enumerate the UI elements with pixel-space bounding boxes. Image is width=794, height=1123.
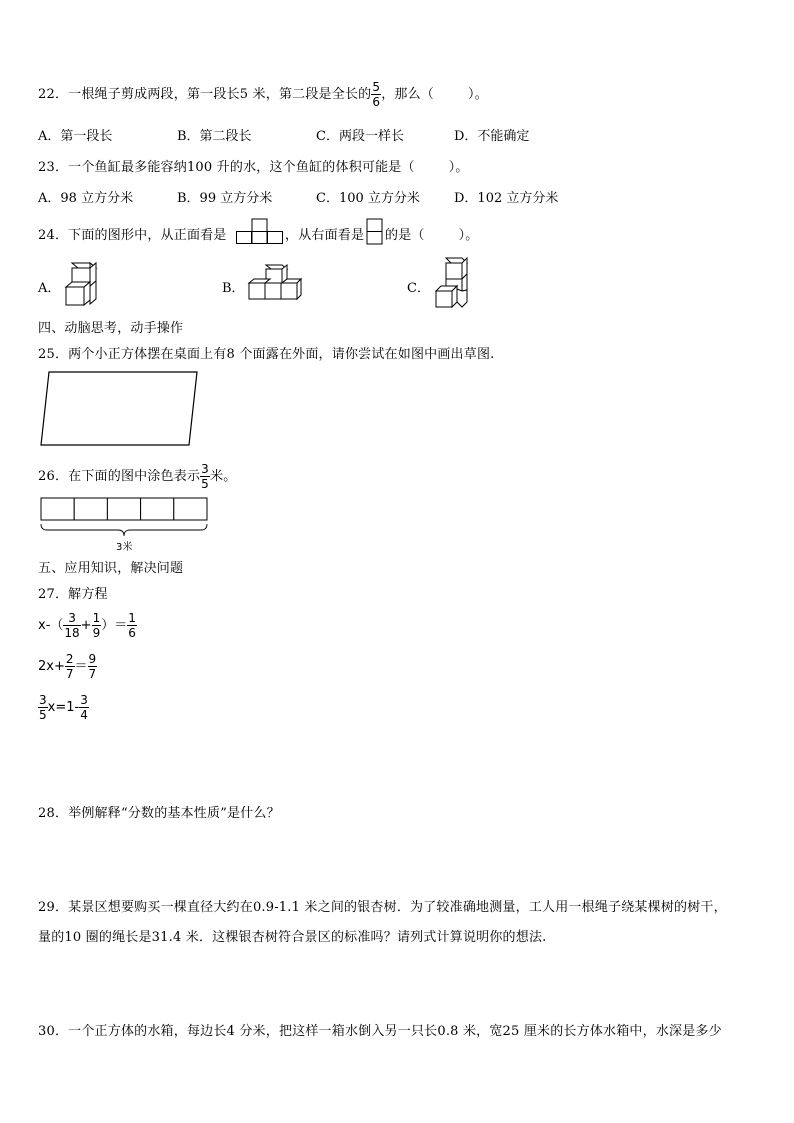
- eq1-f3-den: 6: [128, 626, 136, 640]
- right-view-icon: [366, 218, 384, 246]
- q24-option-b[interactable]: B．: [222, 281, 245, 296]
- q25-stem: 25．两个小正方体摆在桌面上有8 个面露在外面，请你尝试在如图中画出草图.: [38, 347, 495, 362]
- q23-option-b[interactable]: B．99 立方分米: [177, 191, 273, 206]
- q26-text-after: 米。: [210, 469, 237, 484]
- equation-3: [38, 693, 89, 722]
- eq1-part-b: ）＝: [101, 618, 128, 633]
- q22-option-d[interactable]: D．不能确定: [454, 129, 530, 144]
- q30-stem: 30．一个正方体的水箱，每边长4 分米，把这样一箱水倒入另一只长0.8 米，宽25 厘米的长方体水箱中，水深是多少: [38, 1024, 722, 1039]
- eq2-frac-1: [65, 652, 75, 681]
- q24-text-b: ，从右面看是: [285, 228, 365, 243]
- q24-text-a: 24．下面的图形中，从正面看是: [38, 228, 227, 243]
- eq2-part-a: 2x+: [38, 659, 65, 674]
- eq1-frac-2: [92, 611, 102, 640]
- eq2-f1-den: 7: [65, 667, 74, 681]
- eq1-f2-num: 1: [92, 611, 101, 625]
- q23-stem: [38, 156, 469, 175]
- strip-cell-1: [41, 498, 74, 520]
- cube-figure-c[interactable]: [432, 256, 472, 312]
- q22-fraction: [371, 80, 381, 109]
- q26-frac-num: 3: [201, 462, 209, 476]
- q22-option-c[interactable]: C．两段一样长: [316, 129, 404, 144]
- brace-label: 3米: [116, 542, 133, 553]
- equation-2: [38, 652, 97, 681]
- eq3-f2-den: 4: [80, 708, 88, 722]
- eq2-f2-den: 7: [88, 667, 97, 681]
- q27-title: 27．解方程: [38, 587, 108, 602]
- q22-frac-num: 5: [372, 80, 381, 94]
- q26-stem: [38, 462, 236, 491]
- eq2-f2-num: 9: [88, 652, 97, 666]
- q23-option-a[interactable]: A．98 立方分米: [38, 191, 134, 206]
- section-5-heading: 五、应用知识，解决问题: [38, 561, 184, 576]
- q24-text-c: 的是（: [385, 228, 425, 243]
- q23-text: 23．一个鱼缸最多能容纳100 升的水，这个鱼缸的体积可能是（: [38, 160, 415, 175]
- q29-line-2: 量的10 圈的绳长是31.4 米．这棵银杏树符合景区的标准吗？请列式计算说明你的想法.: [38, 930, 547, 945]
- cube-figure-b[interactable]: [246, 263, 304, 303]
- q22-text-after: ，那么（: [381, 87, 435, 102]
- q29-line-1: 29．某景区想要购买一棵直径大约在0.9-1.1 米之间的银杏树．为了较准确地测量，工人用一根绳子绕某棵树的树干，: [38, 900, 727, 915]
- q26-fraction: [200, 462, 210, 491]
- q24-option-a[interactable]: A．: [38, 281, 61, 296]
- shading-strip[interactable]: [38, 496, 210, 540]
- strip-cell-4: [141, 498, 174, 520]
- eq2-equals: ＝: [74, 659, 88, 674]
- eq1-frac-3: [127, 611, 137, 640]
- equation-1: [38, 611, 137, 640]
- eq2-f1-num: 2: [65, 652, 74, 666]
- eq3-f1-num: 3: [39, 693, 47, 707]
- front-view-icon: [236, 218, 284, 245]
- q23-option-c[interactable]: C．100 立方分米: [316, 191, 420, 206]
- eq1-f1-num: 3: [68, 611, 76, 625]
- eq1-part-a: x-（: [38, 618, 64, 633]
- q26-frac-den: 5: [201, 477, 209, 491]
- eq1-f1-den: 18: [64, 626, 80, 640]
- eq1-plus: +: [80, 618, 92, 633]
- q22-text: 22．一根绳子剪成两段，第一段长5 米，第二段是全长的: [38, 87, 372, 102]
- q22-option-a[interactable]: A．第一段长: [38, 129, 113, 144]
- q22-close: ）。: [468, 87, 488, 102]
- eq1-f2-den: 9: [92, 626, 101, 640]
- eq1-f3-num: 1: [128, 611, 136, 625]
- strip-cell-2: [74, 498, 107, 520]
- q26-text: 26．在下面的图中涂色表示: [38, 469, 201, 484]
- parallelogram-drawing-area[interactable]: [38, 370, 200, 448]
- eq3-frac-1: [38, 693, 48, 722]
- q24-close: ）。: [458, 228, 479, 243]
- section-4-heading: 四、动脑思考，动手操作: [38, 321, 184, 336]
- q24-option-c[interactable]: C．: [407, 281, 430, 296]
- q28-stem: 28．举例解释“分数的基本性质”是什么？: [38, 806, 280, 821]
- eq3-part-a: x=1-: [47, 700, 80, 715]
- strip-cell-5: [174, 498, 207, 520]
- strip-cell-3: [107, 498, 140, 520]
- cube-figure-a[interactable]: [62, 261, 100, 311]
- q24-text-c-wrap: [385, 224, 479, 243]
- eq3-frac-2: [79, 693, 89, 722]
- eq3-f2-num: 3: [80, 693, 88, 707]
- q23-option-d[interactable]: D．102 立方分米: [454, 191, 559, 206]
- eq2-frac-2: [88, 652, 98, 681]
- q23-close: ）。: [448, 160, 469, 175]
- q22-stem: [38, 80, 488, 109]
- q22-option-b[interactable]: B．第二段长: [177, 129, 252, 144]
- eq3-f1-den: 5: [39, 708, 47, 722]
- eq1-frac-1: [63, 611, 80, 640]
- q22-frac-den: 6: [372, 95, 381, 109]
